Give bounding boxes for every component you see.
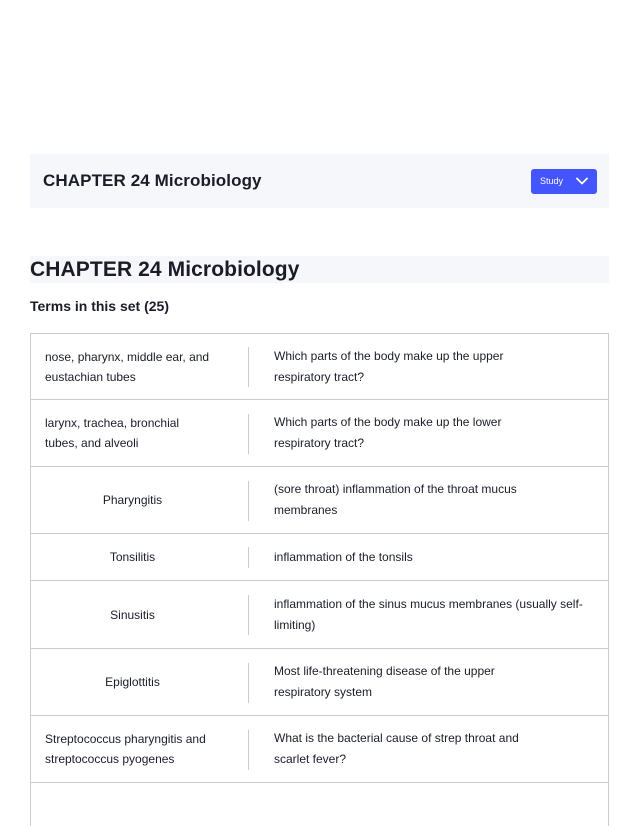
study-button[interactable] [531, 169, 597, 194]
term-card[interactable] [30, 466, 609, 534]
definition-text: Most life-threatening disease of the upper respiratory system [274, 664, 495, 699]
card-divider [248, 663, 249, 703]
definition-text: inflammation of the sinus mucus membranes (usually self-limiting) [274, 596, 583, 632]
term-text: Pharyngitis [102, 493, 163, 507]
definition-text: (sore throat) inflammation of the throat mucus membranes [274, 482, 517, 517]
term-card[interactable] [30, 533, 609, 581]
set-title-bar [30, 256, 609, 283]
card-divider [248, 414, 249, 454]
card-divider [248, 547, 249, 568]
term-card[interactable] [30, 580, 609, 649]
term-text: Tonsilitis [109, 550, 156, 564]
chevron-down-icon [576, 177, 588, 185]
definition-text: inflammation of the tonsils [274, 549, 413, 564]
card-divider [248, 347, 249, 387]
term-text: Epiglottitis [105, 675, 160, 689]
term-card[interactable] [30, 333, 609, 400]
header-title: CHAPTER 24 Microbiology [43, 171, 262, 190]
set-header-card [30, 154, 609, 208]
definition-text: Which parts of the body make up the lower respiratory tract? [274, 415, 502, 450]
term-card[interactable] [30, 715, 609, 783]
term-list [30, 333, 609, 826]
study-button-label: Study [540, 176, 564, 186]
definition-text: Which parts of the body make up the upper respiratory tract? [274, 348, 504, 384]
set-title: CHAPTER 24 Microbiology [30, 258, 300, 281]
term-text: nose, pharynx, middle ear, and eustachian tubes [45, 349, 210, 384]
term-text: Sinusitis [110, 607, 155, 622]
card-divider [248, 481, 249, 521]
term-text: Streptococcus pharyngitis and streptococcus pyogenes [45, 732, 206, 766]
term-card[interactable] [30, 648, 609, 716]
term-card[interactable] [30, 399, 609, 467]
card-divider [248, 730, 249, 770]
definition-text: What is the bacterial cause of strep throat and scarlet fever? [274, 731, 519, 766]
term-text: larynx, trachea, bronchial tubes, and alveoli [45, 416, 180, 450]
term-card[interactable] [30, 782, 609, 826]
card-divider [248, 595, 249, 635]
terms-count: Terms in this set (25) [30, 298, 170, 314]
